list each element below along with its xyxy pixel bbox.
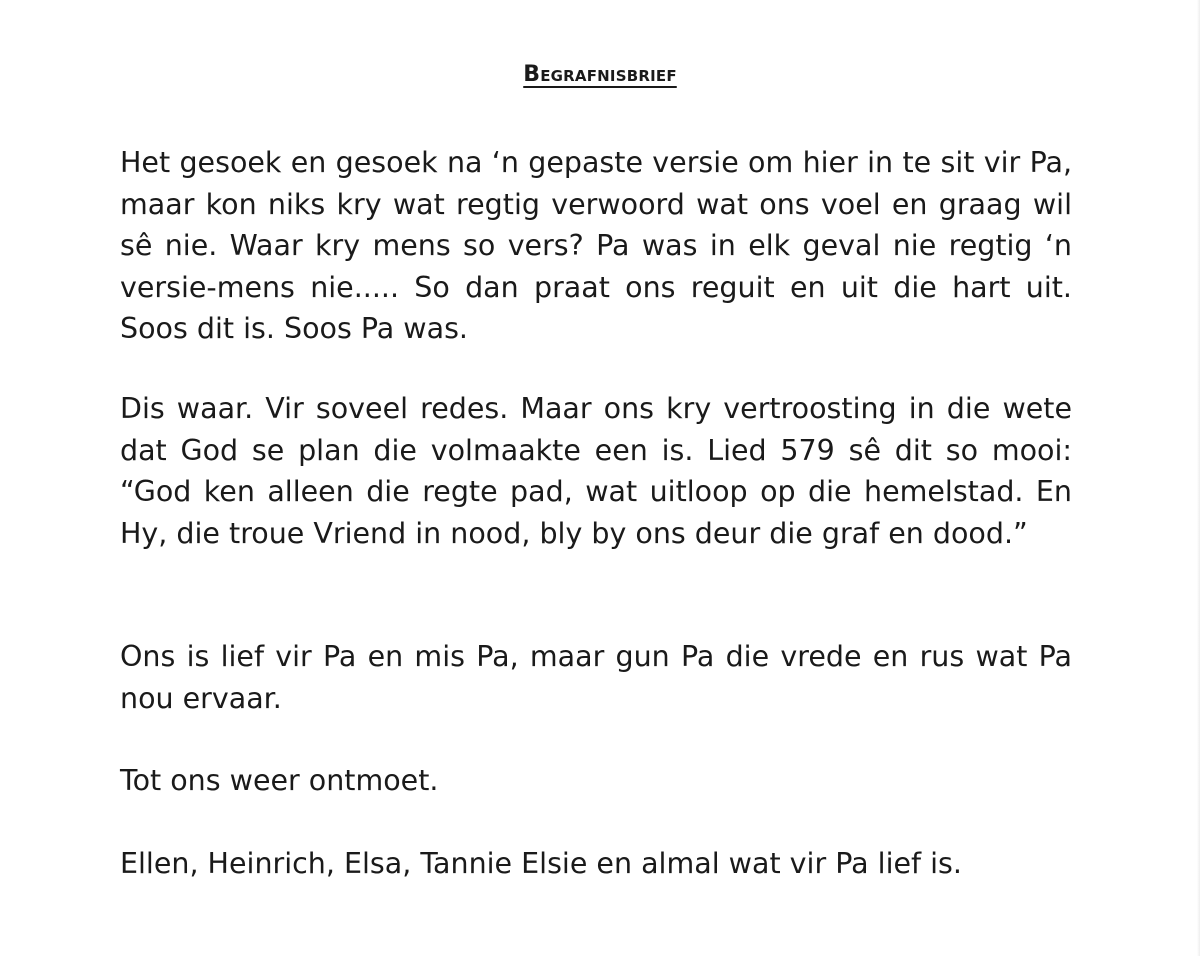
paragraph-comfort: Dis waar. Vir soveel redes. Maar ons kry vertroosting in die wete dat God se plan die volmaakte een is. Lied 579 sê dit so mooi: “God ken alleen die regte pad, wat uitloop op die hemelstad. En Hy, die troue Vriend in nood, bly by ons deur die graf en dood.”	[120, 392, 1072, 550]
paragraph-signature: Ellen, Heinrich, Elsa, Tannie Elsie en almal wat vir Pa lief is.	[120, 847, 962, 880]
document-title	[0, 62, 1200, 87]
paragraph-love: Ons is lief vir Pa en mis Pa, maar gun Pa die vrede en rus wat Pa nou ervaar.	[120, 640, 1072, 715]
paragraph-farewell: Tot ons weer ontmoet.	[120, 764, 439, 797]
document-title-text: Begrafnisbrief	[523, 62, 677, 87]
paragraph-intro: Het gesoek en gesoek na ‘n gepaste versie om hier in te sit vir Pa, maar kon niks kry wat regtig verwoord wat ons voel en graag wil sê nie. Waar kry mens so vers? Pa was in elk geval nie regtig ‘n versie-mens nie..... So dan praat ons reguit en uit die hart uit. Soos dit is. Soos Pa was.	[120, 146, 1072, 345]
